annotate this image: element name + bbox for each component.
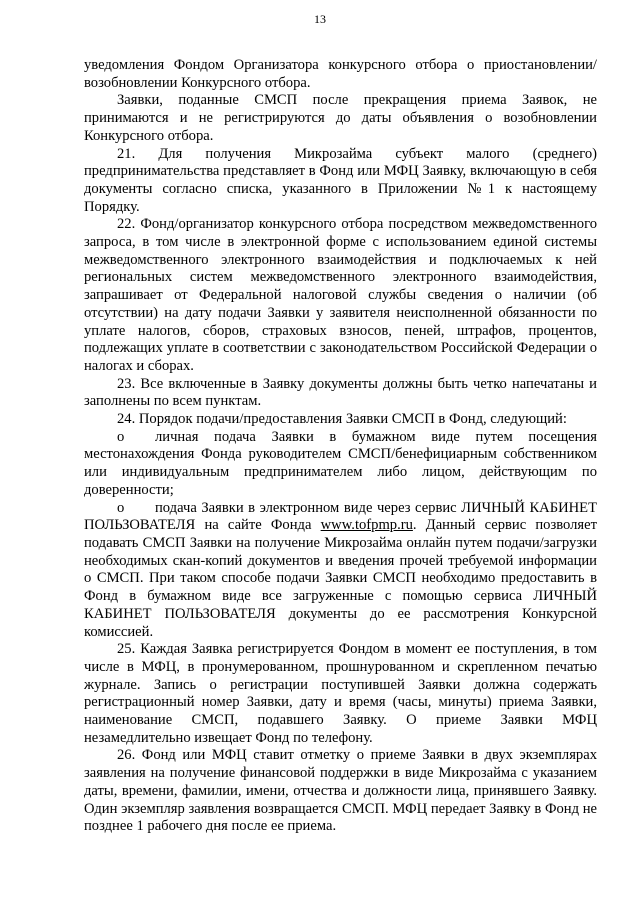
- list-item-electronic-submission: [84, 500, 597, 642]
- paragraph-26: 26. Фонд или МФЦ ставит отметку о приеме Заявки в двух экземплярах заявления на получение финансовой поддержки в виде Микрозайма с указанием даты, времени, фамилии, имени, отчества и должности лица, принявшего Заявку. Один экземпляр заявления возвращается СМСП. МФЦ передает Заявку в Фонд не позднее 1 рабочего дня после ее приема.: [84, 747, 597, 835]
- page-number: 13: [314, 12, 326, 26]
- paragraph-23: 23. Все включенные в Заявку документы должны быть четко напечатаны и заполнены по всем пунктам.: [84, 375, 597, 410]
- paragraph-22: 22. Фонд/организатор конкурсного отбора посредством межведомственного запроса, в том числе в электронной форме с использованием единой системы межведомственного электронного взаимодействия и подключаемых к ней региональных систем межведомственного электронного взаимодействия, запрашивает от Федеральной налоговой службы сведения о наличии (об отсутствии) на дату подачи Заявки у заявителя неисполненной обязанности по уплате налогов, сборов, страховых взносов, пеней, штрафов, процентов, подлежащих уплате в соответствии с законодательством Российской Федерации о налогах и сборах.: [84, 216, 597, 374]
- paragraph-21: 21. Для получения Микрозайма субъект малого (среднего) предпринимательства представляет в Фонд или МФЦ Заявку, включающую в себя документы согласно списка, указанного в Приложении №1 к настоящему Порядку.: [84, 145, 597, 215]
- paragraph-continuation: уведомления Фондом Организатора конкурсного отбора о приостановлении/возобновлении Конкурсного отбора.: [84, 57, 597, 91]
- website-link[interactable]: www.tofpmp.ru: [320, 517, 413, 534]
- bullet-marker: o: [117, 428, 125, 445]
- document-body: [84, 57, 597, 836]
- list-item-paper-submission: [84, 429, 597, 500]
- list-item-text: личная подача Заявки в бумажном виде путем посещения местонахождения Фонда руководителем СМСП/бенефициарным собственником или индивидуальным предпринимателем либо лицом, действующим по доверенности;: [84, 428, 597, 498]
- bullet-marker: o: [117, 499, 125, 516]
- list-item-text-cont: . Данный сервис позволяет подавать СМСП Заявки на получение Микрозайма онлайн путем подачи/загрузки необходимых скан-копий документов и введения прочей требуемой информации о СМСП. При таком способе подачи Заявки СМСП необходимо предоставить в Фонд в бумажном виде все загруженные с помощью сервиса ЛИЧНЫЙ КАБИНЕТ ПОЛЬЗОВАТЕЛЯ документы до ее рассмотрения Конкурсной комиссией.: [84, 517, 597, 640]
- paragraph-late-applications: Заявки, поданные СМСП после прекращения приема Заявок, не принимаются и не регистрируются до даты объявления о возобновлении Конкурсного отбора.: [84, 92, 597, 144]
- paragraph-25: 25. Каждая Заявка регистрируется Фондом в момент ее поступления, в том числе в МФЦ, в пронумерованном, прошнурованном и скрепленном печатью журнале. Запись о регистрации поступившей Заявки должна содержать регистрационный номер Заявки, дату и время (часы, минуты) приема Заявки, наименование СМСП, подавшего Заявку. О приеме Заявки МФЦ незамедлительно извещает Фонд по телефону.: [84, 641, 597, 746]
- paragraph-24: 24. Порядок подачи/предоставления Заявки СМСП в Фонд, следующий:: [117, 411, 567, 428]
- list-item-text: подача Заявки в электронном виде через сервис ЛИЧНЫЙ КАБИНЕТ ПОЛЬЗОВАТЕЛЯ на сайте Фонда: [84, 499, 597, 534]
